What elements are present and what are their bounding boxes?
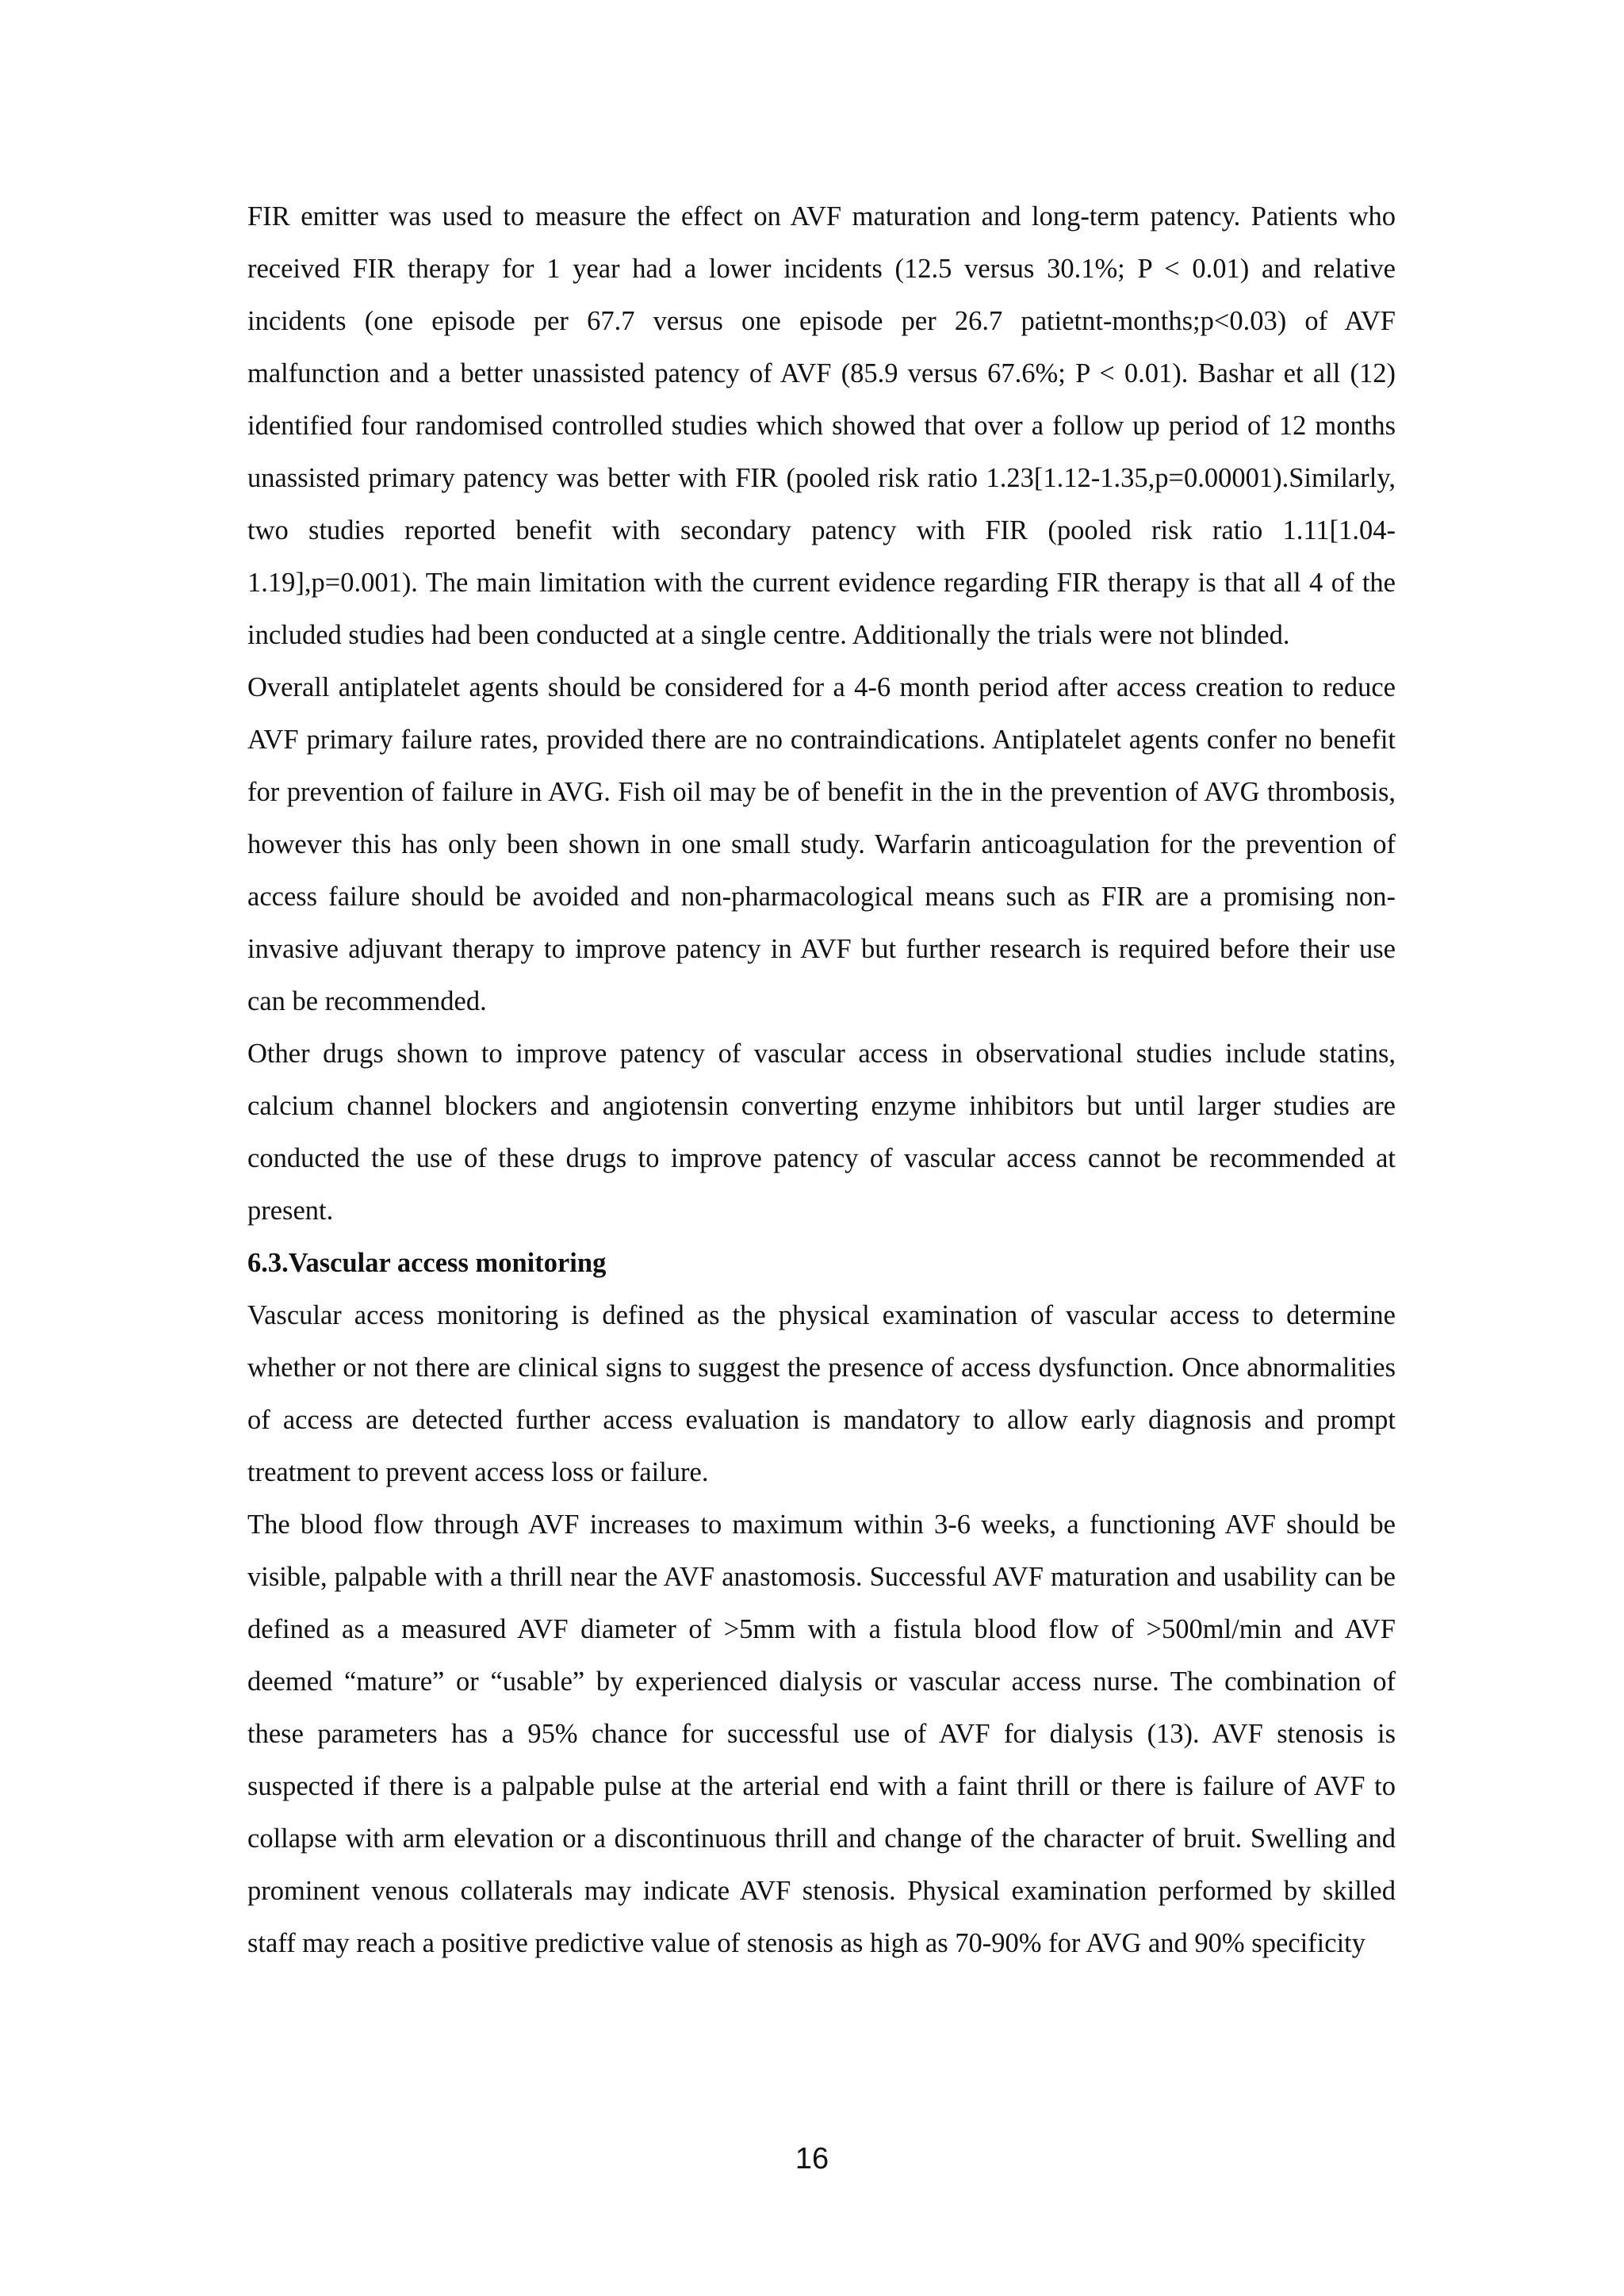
body-text — [247, 190, 1396, 1969]
section-heading: 6.3.Vascular access monitoring — [247, 1248, 607, 1278]
paragraph-fir-evidence: FIR emitter was used to measure the effect on AVF maturation and long-term patency. Patients who received FIR therapy for 1 year had a lower incidents (12.5 versus 30.1%; P < 0.01) and relative incidents (one episode per 67.7 versus one episode per 26.7 patietnt-months;p<0.03) of AVF malfunction and a better unassisted patency of AVF (85.9 versus 67.6%; P < 0.01). Bashar et all (12) identified four randomised controlled studies which showed that over a follow up period of 12 months unassisted primary patency was better with FIR (pooled risk ratio 1.23[1.12-1.35,p=0.00001).Similarly, two studies reported benefit with secondary patency with FIR (pooled risk ratio 1.11[1.04-1.19],p=0.001). The main limitation with the current evidence regarding FIR therapy is that all 4 of the included studies had been conducted at a single centre. Additionally the trials were not blinded. — [247, 201, 1396, 650]
page-number: 16 — [795, 2142, 829, 2175]
paragraph-antiplatelet-summary: Overall antiplatelet agents should be considered for a 4-6 month period after access creation to reduce AVF primary failure rates, provided there are no contraindications. Antiplatelet agents confer no benefit for prevention of failure in AVG. Fish oil may be of benefit in the in the prevention of AVG thrombosis, however this has only been shown in one small study. Warfarin anticoagulation for the prevention of access failure should be avoided and non-pharmacological means such as FIR are a promising non-invasive adjuvant therapy to improve patency in AVF but further research is required before their use can be recommended. — [247, 672, 1396, 1016]
paragraph-avf-blood-flow: The blood flow through AVF increases to maximum within 3-6 weeks, a functioning AVF should be visible, palpable with a thrill near the AVF anastomosis. Successful AVF maturation and usability can be defined as a measured AVF diameter of >5mm with a fistula blood flow of >500ml/min and AVF deemed “mature” or “usable” by experienced dialysis or vascular access nurse. The combination of these parameters has a 95% chance for successful use of AVF for dialysis (13). AVF stenosis is suspected if there is a palpable pulse at the arterial end with a faint thrill or there is failure of AVF to collapse with arm elevation or a discontinuous thrill and change of the character of bruit. Swelling and prominent venous collaterals may indicate AVF stenosis. Physical examination performed by skilled staff may reach a positive predictive value of stenosis as high as 70-90% for AVG and 90% specificity — [247, 1510, 1396, 1958]
paragraph-other-drugs: Other drugs shown to improve patency of vascular access in observational studies include statins, calcium channel blockers and angiotensin converting enzyme inhibitors but until larger studies are conducted the use of these drugs to improve patency of vascular access cannot be recommended at present. — [247, 1039, 1396, 1226]
paragraph-monitoring-definition: Vascular access monitoring is defined as the physical examination of vascular access to determine whether or not there are clinical signs to suggest the presence of access dysfunction. Once abnormalities of access are detected further access evaluation is mandatory to allow early diagnosis and prompt treatment to prevent access loss or failure. — [247, 1300, 1396, 1487]
